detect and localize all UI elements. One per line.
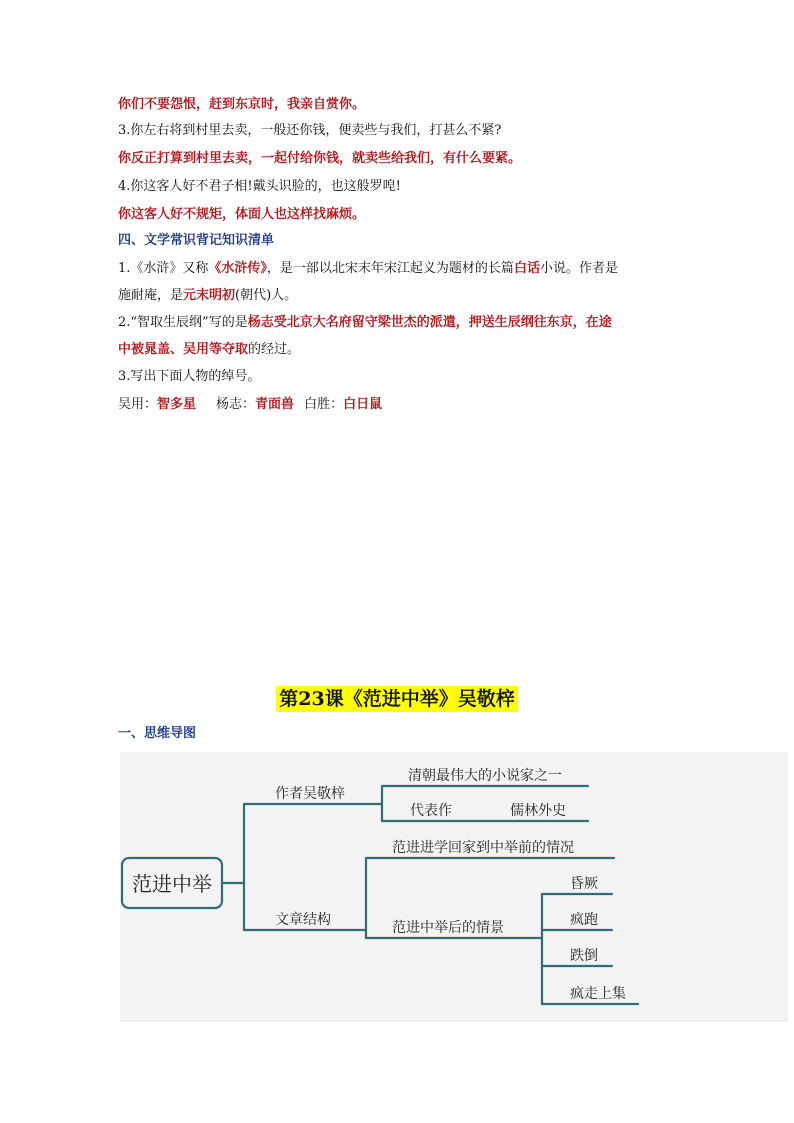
section-heading-4: 四、文学常识背记知识清单 (118, 233, 275, 248)
paragraph-1-line-2 (118, 287, 297, 305)
author-branch-label: 作者吴敬梓 (275, 786, 345, 802)
p1-text-c: ，是一部以北宋末年宋江起义为题材的长篇 (266, 261, 514, 276)
p4-text-b: 的经过。 (248, 342, 301, 357)
p1-text-e: 小说。作者是 (539, 261, 618, 276)
mind-map (120, 752, 788, 1022)
text-line-5: 你这客人好不规矩，体面人也这样找麻烦。 (118, 207, 366, 222)
text-line-1: 你们不要怨恨，赶到东京时，我亲自赏你。 (118, 97, 366, 112)
rep-label: 代表作 (410, 803, 452, 819)
root-label: 范进中举 (132, 872, 212, 896)
paragraph-2-line-1 (118, 314, 612, 332)
p2-text-b: 元末明初 (183, 288, 236, 303)
p1-text-b: 《水浒传》 (208, 261, 267, 276)
paragraph-1-line-1 (118, 260, 618, 278)
wuyong-label: 吴用： (118, 397, 158, 412)
p4-text-a: 中被晁盖、吴用等夺取 (118, 342, 249, 357)
baisheng-nickname: 白日鼠 (343, 397, 383, 412)
mind-map-canvas (120, 752, 788, 1022)
leaf-label-1: 昏厥 (570, 876, 598, 892)
lesson-title-wrapper (0, 686, 794, 712)
p1-text-d: 白话 (513, 261, 540, 276)
text-line-3: 你反正打算到村里去卖，一起付给你钱，就卖些给我们，有什么要紧。 (118, 151, 522, 166)
after-label: 范进中举后的情景 (392, 920, 504, 936)
nicknames-line (118, 396, 382, 414)
lesson-title: 第23课《范进中举》吴敬梓 (276, 686, 517, 712)
leaf-label-2: 疯跑 (570, 912, 598, 928)
leaf-label-4: 疯走上集 (570, 986, 626, 1002)
paragraph-2-line-2 (118, 341, 300, 359)
leaf-label-3: 跌倒 (570, 948, 598, 964)
wuyong-nickname: 智多星 (157, 397, 197, 412)
text-line-2: 3.你左右将到村里去卖，一般还你钱，便卖些与我们，打甚么不紧? (118, 123, 502, 138)
p1-text-a: 1.《水浒》又称 (118, 261, 209, 276)
section-heading-1: 一、思维导图 (118, 726, 197, 741)
p3-text-a: 2.“智取生辰纲”写的是 (118, 315, 248, 330)
author-note-label: 清朝最伟大的小说家之一 (408, 768, 562, 784)
baisheng-label: 白胜： (304, 397, 344, 412)
p3-text-b: 杨志受北京大名府留守梁世杰的派遣，押送生辰纲往东京，在途 (247, 315, 612, 330)
structure-branch-label: 文章结构 (275, 912, 331, 928)
p2-text-c: (朝代)人。 (235, 288, 298, 303)
yangzhi-nickname: 青面兽 (255, 397, 295, 412)
rep-work-label: 儒林外史 (510, 803, 566, 819)
text-line-4: 4.你这客人好不君子相!戴头识脸的，也这般罗唣! (118, 179, 401, 194)
yangzhi-label: 杨志： (216, 397, 256, 412)
before-label: 范进进学回家到中举前的情况 (392, 840, 574, 856)
paragraph-3: 3.写出下面人物的绰号。 (118, 369, 261, 384)
p2-text-a: 施耐庵，是 (118, 288, 184, 303)
